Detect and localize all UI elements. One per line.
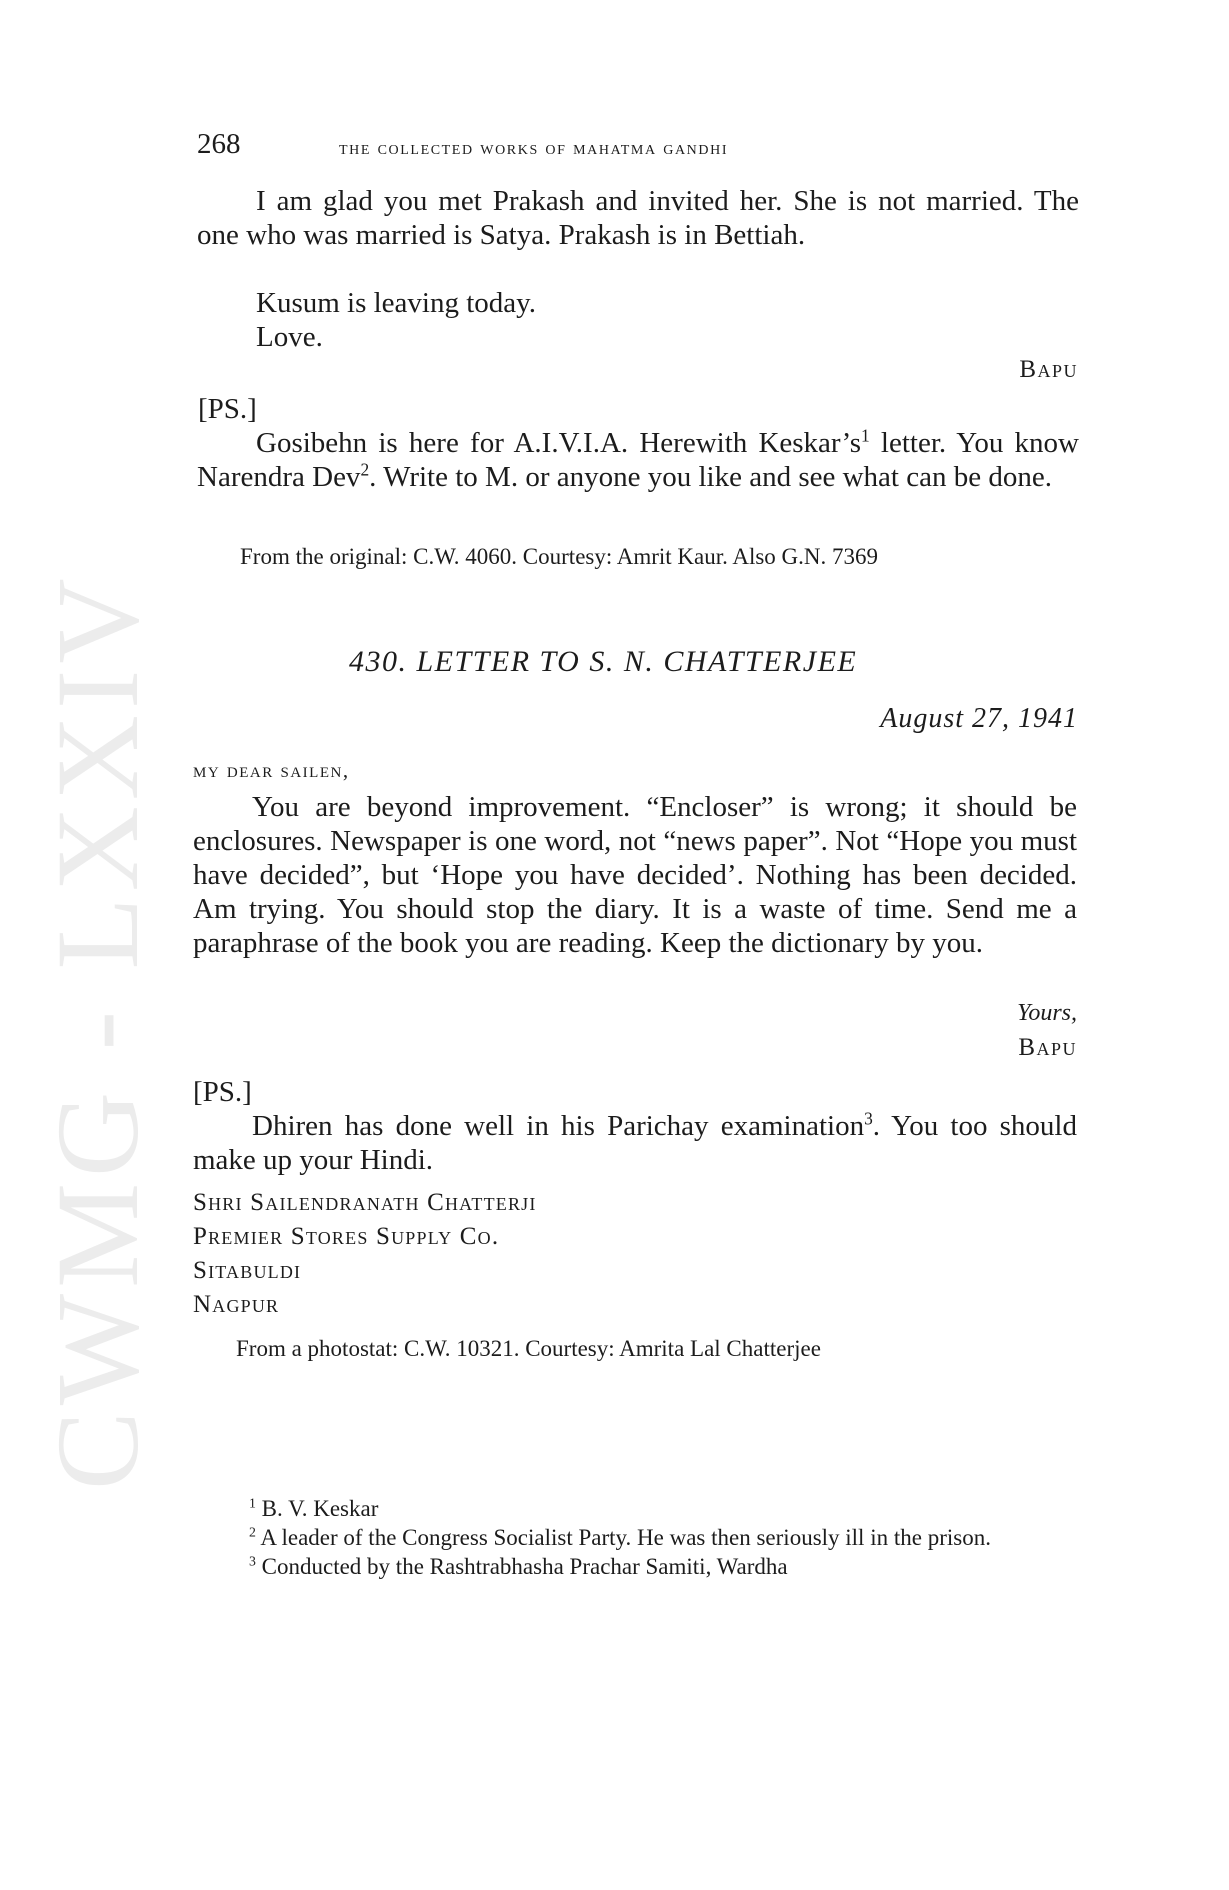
address-line: Nagpur <box>193 1291 280 1318</box>
ps-paragraph: Dhiren has done well in his Parichay examination$^3$. You too should make up your Hindi. <box>193 1108 1077 1176</box>
footnote-mark-1: 1 <box>861 425 870 446</box>
salutation: my dear sailen, <box>193 758 350 782</box>
prev-letter-signature: Bapu <box>1019 356 1078 383</box>
footnote-mark-2: 2 <box>360 459 370 480</box>
footnote-mark-3: 3 <box>864 1108 873 1129</box>
footnotes <box>193 1494 1077 1581</box>
letter-closing: Yours, <box>1017 1000 1077 1026</box>
address-block <box>193 1186 537 1322</box>
prev-source-line: From the original: C.W. 4060. Courtesy: Amrit Kaur. Also G.N. 7369 <box>240 544 879 569</box>
source-line: From a photostat: C.W. 10321. Courtesy: Amrita Lal Chatterjee <box>236 1336 821 1361</box>
letter-date: August 27, 1941 <box>880 703 1078 734</box>
prev-letter-line: Kusum is leaving today. <box>256 287 537 319</box>
letter-signature: Bapu <box>1018 1034 1077 1061</box>
letter-title: 430. LETTER TO S. N. CHATTERJEE <box>349 645 858 678</box>
watermark: CWMG - LXXIV <box>32 572 163 1490</box>
page-number: 268 <box>197 128 241 160</box>
address-line: Premier Stores Supply Co. <box>193 1223 500 1250</box>
running-header <box>197 128 1077 168</box>
footnote: $^3$ Conducted by the Rashtrabhasha Prachar Samiti, Wardha <box>249 1553 788 1579</box>
letter-body: You are beyond improvement. “Encloser” is wrong; it should be enclosures. Newspaper is one word, not “news paper”. Not “Hope you must have decided”, but ‘Hope you have decided’. Nothing has been decided. Am trying. You should stop the diary. It is a waste of time. Send me a paraphrase of the book you are reading. Keep the dictionary by you. <box>193 791 1077 959</box>
ps-label: [PS.] <box>193 1076 252 1108</box>
prev-letter-love: Love. <box>256 321 323 353</box>
address-line: Shri Sailendranath Chatterji <box>193 1189 537 1216</box>
address-line: Sitabuldi <box>193 1257 302 1284</box>
prev-ps-label: [PS.] <box>198 393 257 425</box>
footnote: $^2$ A leader of the Congress Socialist Party. He was then seriously ill in the prison. <box>249 1524 991 1550</box>
prev-ps-paragraph: Gosibehn is here for A.I.V.I.A. Herewith $Keskar’s^1$ letter. You know Narendra Dev$^2$. Write to M. or anyone you like and see what can be done. <box>197 425 1079 493</box>
prev-letter-paragraph: I am glad you met Prakash and invited her. She is not married. The one who was married is Satya. Prakash is in Bettiah. <box>197 185 1079 251</box>
footnote: $^1$ B. V. Keskar <box>249 1495 379 1521</box>
running-title: the collected works of mahatma gandhi <box>339 137 729 159</box>
